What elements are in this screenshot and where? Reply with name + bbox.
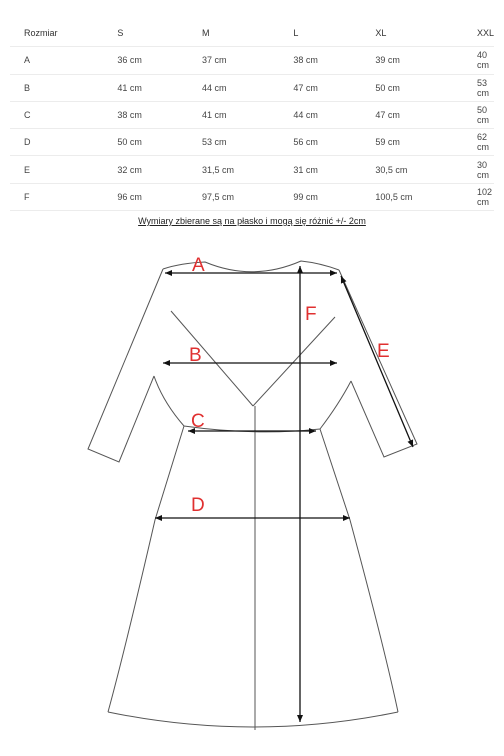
table-cell: 47 cm — [361, 101, 463, 128]
label-d: D — [191, 495, 205, 516]
table-cell: 39 cm — [361, 47, 463, 74]
table-row — [10, 183, 494, 210]
table-cell: 44 cm — [188, 74, 279, 101]
skirt-right — [320, 429, 398, 712]
measurement-note-text: Wymiary zbierane są na płasko i mogą się różnić +/- 2cm — [138, 216, 366, 226]
header-m: M — [188, 20, 279, 47]
table-cell: 38 cm — [279, 47, 361, 74]
table-cell: 38 cm — [103, 101, 188, 128]
dress-outline — [88, 261, 417, 730]
table-cell: 40 cm — [463, 47, 494, 74]
table-cell: 53 cm — [188, 129, 279, 156]
label-a: A — [192, 255, 205, 276]
label-c: C — [191, 411, 205, 432]
header-xxl: XXL — [463, 20, 494, 47]
table-row — [10, 129, 494, 156]
measurement-note — [0, 216, 504, 226]
table-cell: 100,5 cm — [361, 183, 463, 210]
table-cell: 44 cm — [279, 101, 361, 128]
label-e: E — [377, 341, 390, 362]
table-cell: 50 cm — [463, 101, 494, 128]
table-cell: 53 cm — [463, 74, 494, 101]
table-cell: 50 cm — [103, 129, 188, 156]
row-label: B — [10, 74, 103, 101]
dress-diagram — [0, 240, 504, 750]
table-cell: 96 cm — [103, 183, 188, 210]
size-table — [10, 20, 494, 211]
row-label: D — [10, 129, 103, 156]
table-cell: 47 cm — [279, 74, 361, 101]
left-sleeve — [88, 269, 163, 462]
table-row — [10, 101, 494, 128]
skirt-left — [108, 426, 184, 712]
measurement-arrows — [155, 266, 413, 722]
table-row — [10, 47, 494, 74]
table-cell: 31,5 cm — [188, 156, 279, 183]
table-row — [10, 156, 494, 183]
hem — [108, 712, 398, 727]
header-l: L — [279, 20, 361, 47]
wrap-right — [253, 317, 335, 406]
wrap-left — [171, 311, 253, 406]
row-label: A — [10, 47, 103, 74]
table-cell: 97,5 cm — [188, 183, 279, 210]
header-xl: XL — [361, 20, 463, 47]
label-f: F — [305, 304, 317, 325]
row-label: F — [10, 183, 103, 210]
bodice-right — [320, 381, 351, 429]
table-cell: 30,5 cm — [361, 156, 463, 183]
measurement-labels — [189, 255, 390, 516]
neckline — [163, 261, 339, 272]
table-cell: 102 cm — [463, 183, 494, 210]
table-header-row — [10, 20, 494, 47]
header-size: Rozmiar — [10, 20, 103, 47]
table-cell: 62 cm — [463, 129, 494, 156]
row-label: C — [10, 101, 103, 128]
table-cell: 32 cm — [103, 156, 188, 183]
table-cell: 41 cm — [103, 74, 188, 101]
header-s: S — [103, 20, 188, 47]
table-cell: 41 cm — [188, 101, 279, 128]
table-cell: 99 cm — [279, 183, 361, 210]
table-cell: 37 cm — [188, 47, 279, 74]
bodice-left — [154, 376, 184, 426]
table-cell: 59 cm — [361, 129, 463, 156]
table-cell: 50 cm — [361, 74, 463, 101]
table-cell: 56 cm — [279, 129, 361, 156]
row-label: E — [10, 156, 103, 183]
table-row — [10, 74, 494, 101]
table-cell: 30 cm — [463, 156, 494, 183]
table-cell: 31 cm — [279, 156, 361, 183]
table-cell: 36 cm — [103, 47, 188, 74]
label-b: B — [189, 345, 202, 366]
